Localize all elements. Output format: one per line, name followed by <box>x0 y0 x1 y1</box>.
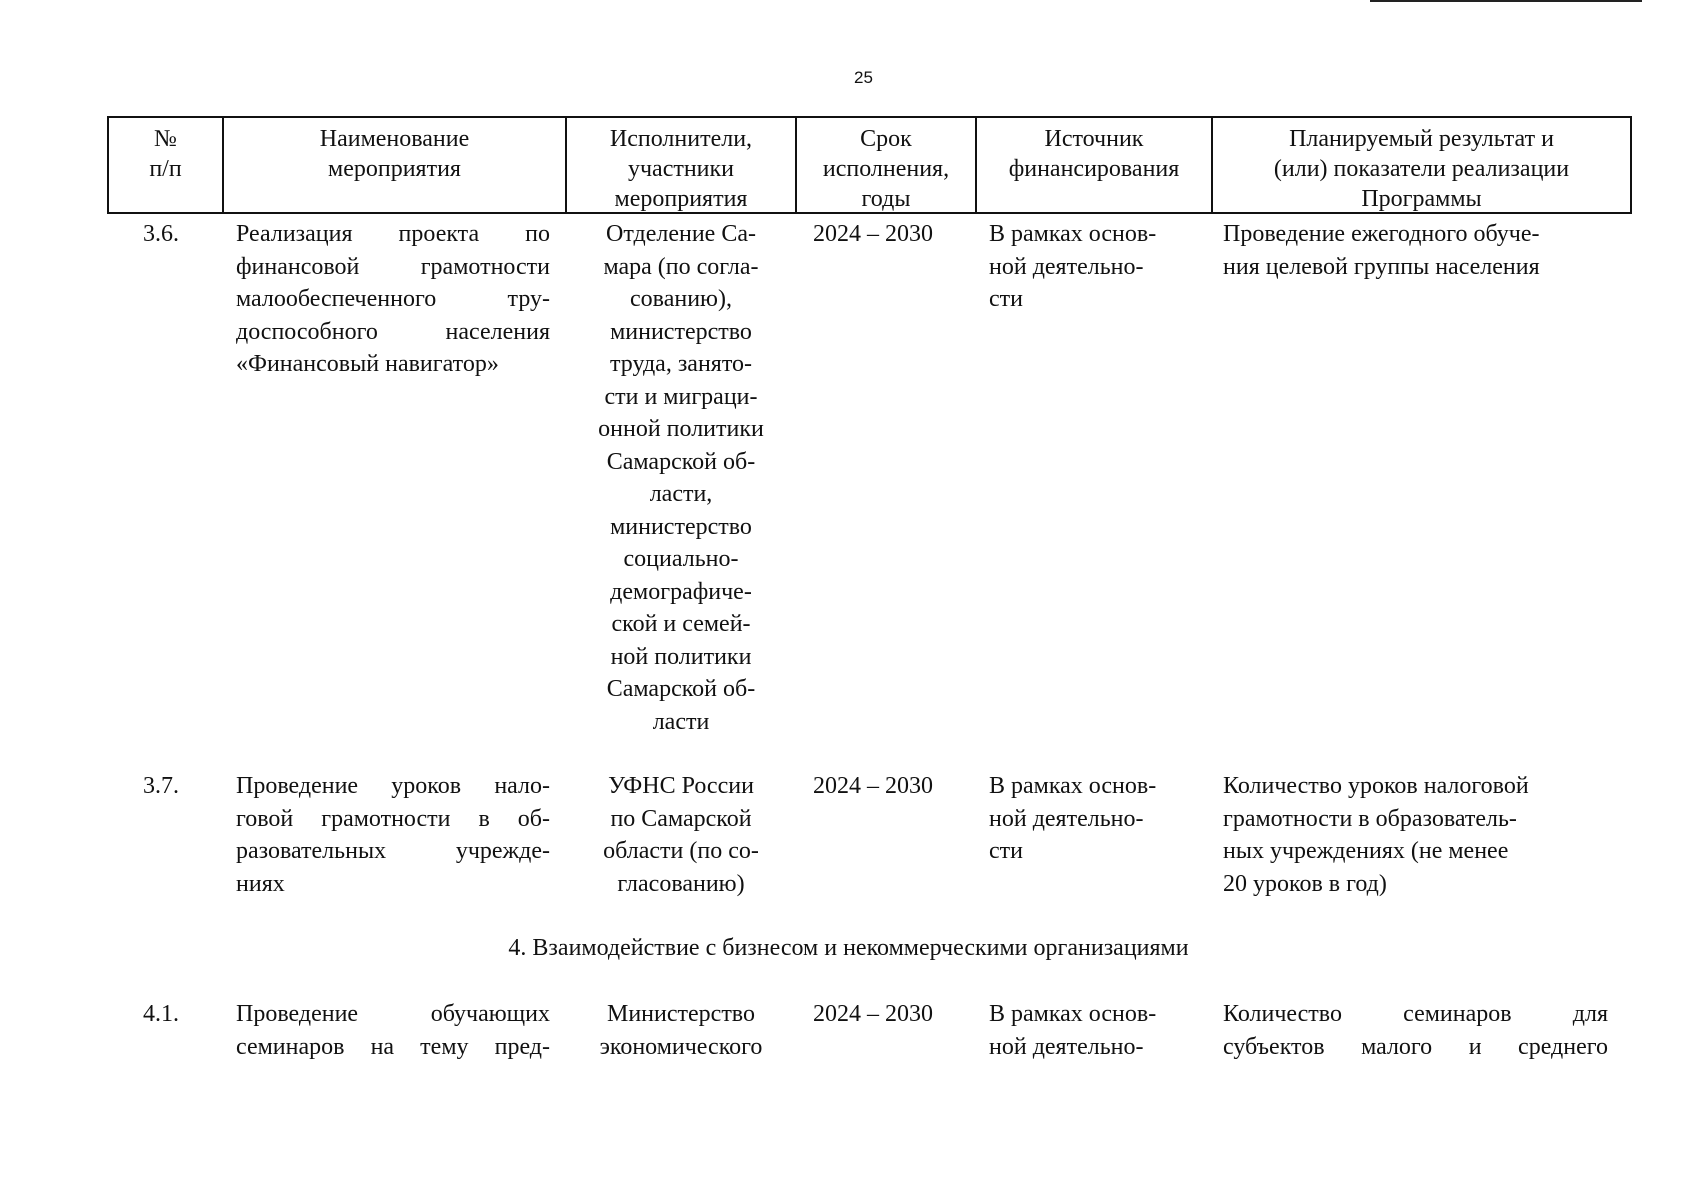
row-executors: Министерство экономического <box>599 1001 763 1060</box>
row-source: В рамках основ- ной деятельно- сти <box>989 773 1157 864</box>
row-name: Проведение обучающих семинаров на тему пред- <box>236 1001 550 1060</box>
header-cell-executors: Исполнители, участники мероприятия <box>567 118 797 212</box>
row-result: Проведение ежегодного обуче- ния целевой группы населения <box>1223 221 1540 280</box>
page-number: 25 <box>854 68 873 87</box>
header-cell-number: № п/п <box>109 118 224 212</box>
row-executors: УФНС России по Самарской области (по со- гласованию) <box>603 773 759 897</box>
row-number: 4.1. <box>143 1001 179 1027</box>
row-source: В рамках основ- ной деятельно- <box>989 1001 1157 1060</box>
row-term: 2024 – 2030 <box>813 221 933 247</box>
section-heading: 4. Взаимодействие с бизнесом и некоммерческими организациями <box>508 935 1189 961</box>
row-term: 2024 – 2030 <box>813 773 933 799</box>
row-name: Реализация проекта по финансовой грамотности малообеспеченного тру- доспособного населения «Финансовый навигатор» <box>236 221 550 377</box>
row-executors: Отделение Са- мара (по согла- сованию), министерство труда, занято- сти и миграци- онной политики Самарской об- ласти, министерство социально- демографиче- ской и семей- ной политики Самарской об- ласти <box>598 221 764 735</box>
row-source: В рамках основ- ной деятельно- сти <box>989 221 1157 312</box>
row-number: 3.6. <box>143 221 179 247</box>
row-number: 3.7. <box>143 773 179 799</box>
top-rule <box>1370 0 1642 2</box>
row-name: Проведение уроков нало- говой грамотности в об- разовательных учрежде- ниях <box>236 773 550 897</box>
header-cell-term: Срок исполнения, годы <box>797 118 977 212</box>
header-cell-name: Наименование мероприятия <box>224 118 567 212</box>
row-term: 2024 – 2030 <box>813 1001 933 1027</box>
row-result: Количество семинаров для субъектов малого и среднего <box>1223 1001 1608 1060</box>
table-header <box>107 116 1632 214</box>
row-result: Количество уроков налоговой грамотности в образователь- ных учреждениях (не менее 20 уроков в год) <box>1223 773 1529 897</box>
header-cell-result: Планируемый результат и (или) показатели реализации Программы <box>1273 126 1570 212</box>
header-cell-source: Источник финансирования <box>977 118 1213 212</box>
